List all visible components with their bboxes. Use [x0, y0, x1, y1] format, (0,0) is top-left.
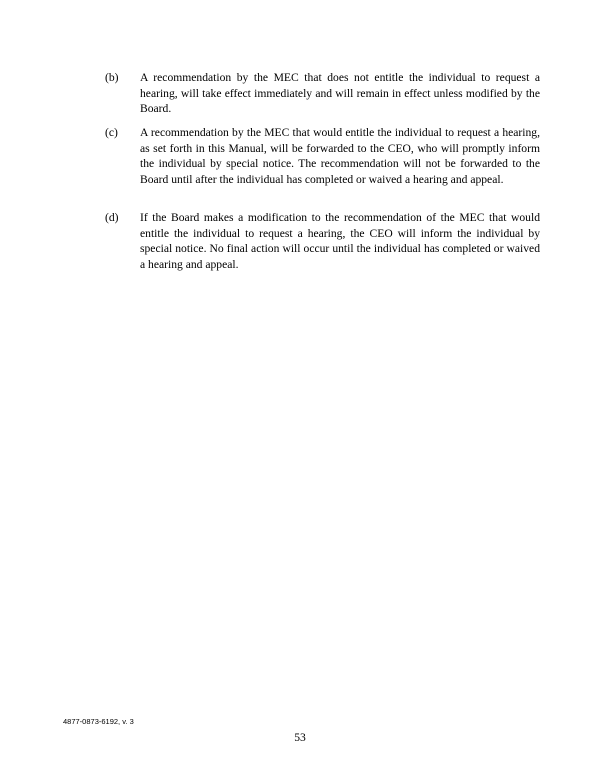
item-label: (b) [105, 71, 119, 84]
footer-document-id: 4877-0873-6192, v. 3 [63, 717, 134, 726]
item-label: (c) [105, 126, 118, 139]
item-label: (d) [105, 211, 119, 224]
item-text: A recommendation by the MEC that does not entitle the individual to request a hearing, will take effect immediately and will remain in effect unless modified by the Board. [140, 71, 540, 115]
item-text: If the Board makes a modification to the recommendation of the MEC that would entitle the individual to request a hearing, the CEO will inform the individual by special notice. No final action will occur until the individual has completed or waived a hearing and appeal. [140, 211, 540, 271]
item-text: A recommendation by the MEC that would entitle the individual to request a hearing, as set forth in this Manual, will be forwarded to the CEO, who will promptly inform the individual by special notice. The recommendation will not be forwarded to the Board until after the individual has completed or waived a hearing and appeal. [140, 126, 540, 186]
page-number: 53 [294, 731, 306, 744]
